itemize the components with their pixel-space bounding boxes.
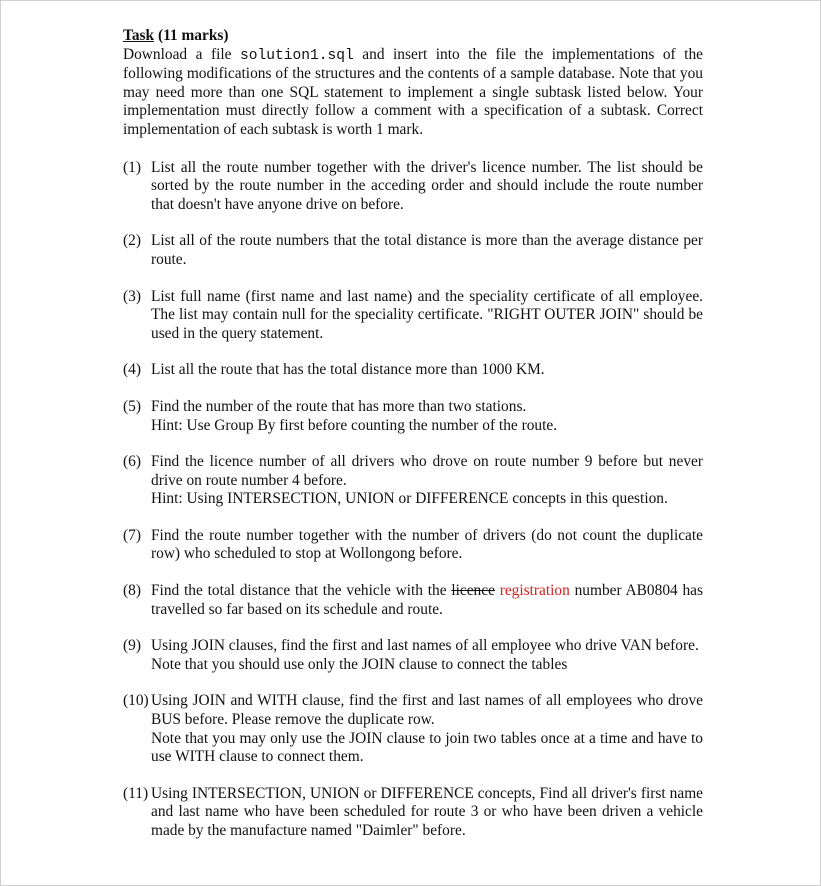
task-text: Using JOIN clauses, find the first and last names of all employee who drive VAN before.: [151, 637, 699, 655]
task-text: [151, 582, 703, 619]
task-text: Find the licence number of all drivers who drove on route number 9 before but never drive on route number 4 before.: [151, 453, 703, 489]
document-content: [123, 27, 703, 841]
intro-post: and insert into the file the implementations of the following modifications of the structures and the contents of a sample database. Note that you may need more than one SQL statement to implement a single subtask listed below. Your implementation must directly follow a comment with a specification of a subtask. Correct implementation of each subtask is worth 1 mark.: [123, 45, 703, 138]
task-item-5: [123, 398, 703, 435]
task-text: List all of the route numbers that the total distance is more than the average distance per route.: [151, 232, 703, 268]
task-note: Note that you should use only the JOIN clause to connect the tables: [151, 655, 568, 673]
struck-word: licence: [451, 582, 495, 600]
task-text: List all the route that has the total distance more than 1000 KM.: [151, 361, 545, 379]
task-text: Using JOIN and WITH clause, find the first and last names of all employees who drove BUS before. Please remove the duplicate row.: [151, 692, 703, 729]
task-item-10: [123, 692, 703, 766]
intro-filename: solution1.sql: [239, 47, 354, 64]
task-item-7: [123, 527, 703, 564]
task-text: Using INTERSECTION, UNION or DIFFERENCE concepts, Find all driver's first name and last name who have been scheduled for route 3 or who have been driven a vehicle made by the manufacture named "Daimler" before.: [151, 784, 703, 839]
task-text: List all the route number together with the driver's licence number. The list should be sorted by the route number in the acceding order and should include the route number that doesn't have anyone drive on before.: [151, 158, 703, 213]
task-item-11: [123, 785, 703, 841]
task-number: (9): [123, 637, 141, 655]
task-text-pre: Find the total distance that the vehicle with the: [151, 582, 452, 600]
task-number: (1): [123, 158, 141, 176]
task-number: (4): [123, 361, 141, 379]
task-item-8: [123, 582, 703, 619]
task-number: (5): [123, 397, 141, 415]
task-item-6: [123, 453, 703, 509]
task-text: Find the route number together with the number of drivers (do not count the duplicate row) who scheduled to stop at Wollongong before.: [151, 526, 703, 563]
task-title-marks: (11 marks): [154, 27, 229, 44]
task-item-1: [123, 159, 703, 215]
task-number: (2): [123, 232, 141, 250]
task-text: Find the number of the route that has more than two stations.: [151, 397, 527, 415]
task-number: (10): [123, 692, 149, 710]
intro-pre: Download a file: [123, 45, 240, 63]
task-title-word: Task: [123, 27, 155, 44]
intro-paragraph: [123, 46, 703, 140]
task-text: List full name (first name and last name) and the speciality certificate of all employee. The list may contain null for the speciality certificate. "RIGHT OUTER JOIN" should be used in the query statement.: [151, 287, 703, 342]
task-number: (8): [123, 582, 141, 600]
task-hint: Hint: Use Group By first before counting the number of the route.: [151, 416, 558, 434]
task-item-9: [123, 637, 703, 674]
task-note: Note that you may only use the JOIN clause to join two tables once at a time and have to use WITH clause to connect them.: [151, 729, 703, 766]
task-hint: Hint: Using INTERSECTION, UNION or DIFFERENCE concepts in this question.: [151, 490, 668, 508]
task-number: (3): [123, 287, 141, 305]
task-text-post: number AB0804 has travelled so far based on its schedule and route.: [151, 582, 704, 618]
task-number: (6): [123, 453, 141, 471]
task-item-3: [123, 288, 703, 344]
task-title: [123, 27, 703, 46]
task-number: (7): [123, 526, 141, 544]
inserted-word: registration: [499, 582, 570, 600]
task-number: (11): [123, 784, 149, 802]
task-item-4: [123, 361, 703, 380]
task-item-2: [123, 232, 703, 269]
